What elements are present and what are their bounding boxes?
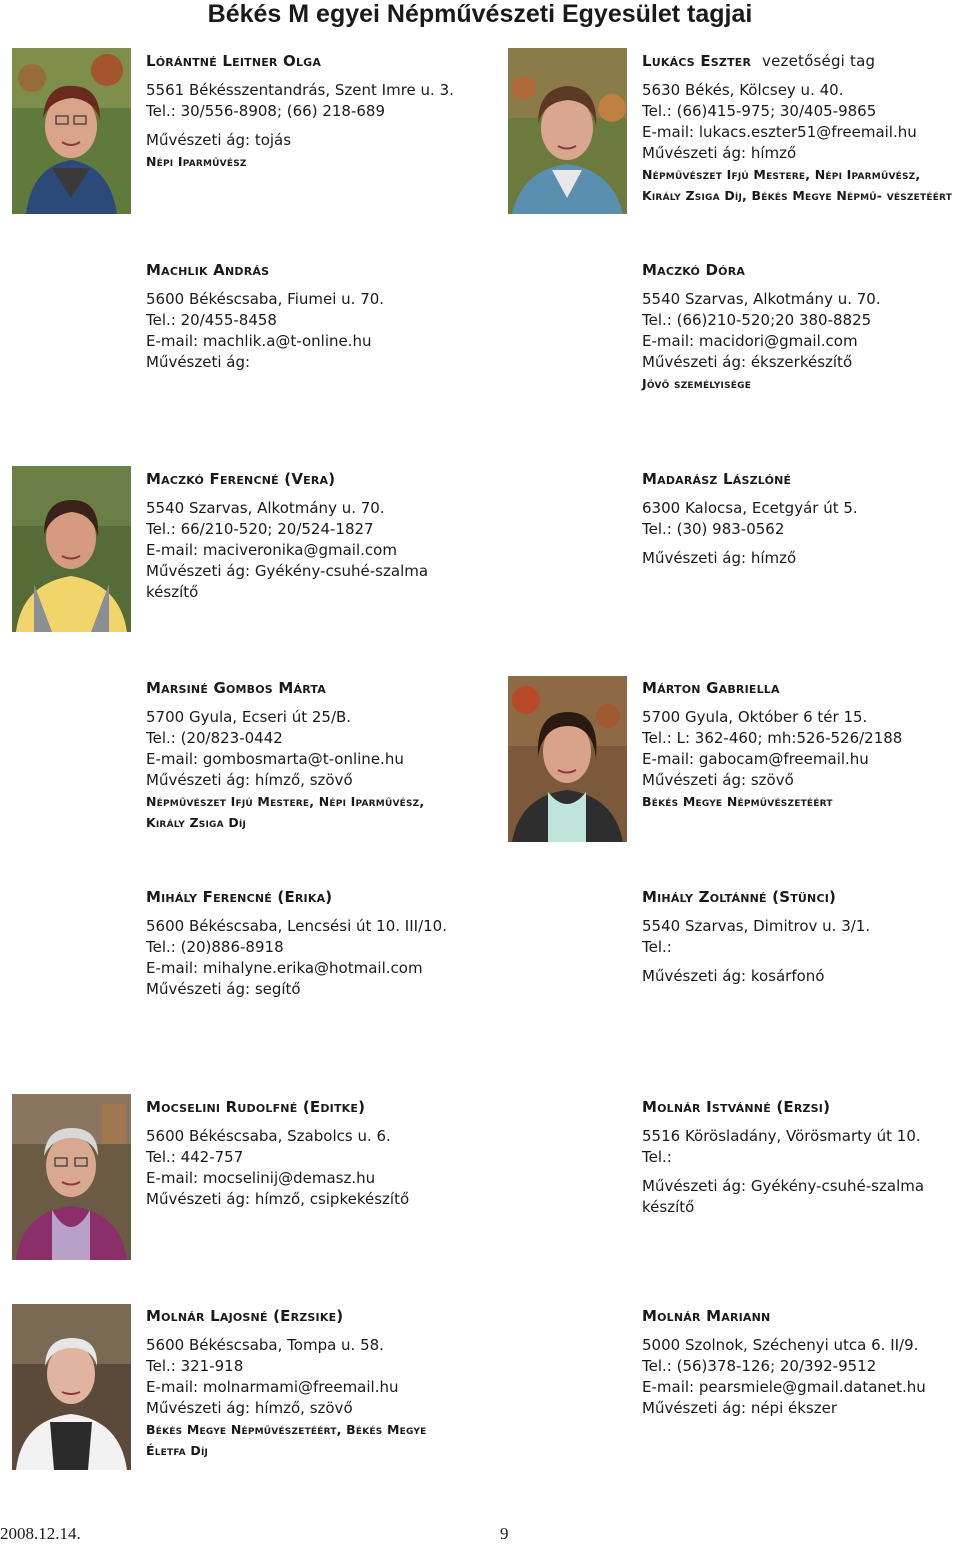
member-name: Márton Gabriella — [642, 679, 780, 697]
member-name: Mihály Zoltánné (Stünci) — [642, 888, 837, 906]
member-name: Mocselini Rudolfné (Editke) — [146, 1098, 366, 1116]
member-email[interactable]: E-mail: gabocam@freemail.hu — [642, 750, 869, 768]
member-address: 5600 Békéscsaba, Tompa u. 58. — [146, 1336, 384, 1354]
member-entry — [146, 1307, 466, 1461]
photo-marton — [508, 676, 627, 842]
member-phone: Tel.: (56)378-126; 20/392-9512 — [642, 1357, 877, 1375]
member-email[interactable]: E-mail: macidori@gmail.com — [642, 332, 858, 350]
member-entry — [642, 470, 960, 569]
member-email[interactable]: E-mail: pearsmiele@gmail.datanet.hu — [642, 1378, 926, 1396]
member-phone: Tel.: (66)210-520;20 380-8825 — [642, 311, 872, 329]
member-email[interactable]: E-mail: gombosmarta@t-online.hu — [146, 750, 404, 768]
member-address: 5600 Békéscsaba, Szabolcs u. 6. — [146, 1127, 391, 1145]
member-name-text: Lukács Eszter — [642, 52, 752, 70]
member-name: Machlik András — [146, 261, 270, 279]
member-address: 5700 Gyula, Október 6 tér 15. — [642, 708, 868, 726]
member-phone: Tel.: (20/823-0442 — [146, 729, 283, 747]
member-branch: Művészeti ág: segítő — [146, 980, 301, 998]
member-awards: Békés Megye Népművészetéért — [642, 794, 833, 809]
footer-page-number: 9 — [500, 1524, 509, 1543]
member-email[interactable]: E-mail: mocselinij@demasz.hu — [146, 1169, 376, 1187]
member-name: Madarász Lászlóné — [642, 470, 792, 488]
member-email[interactable]: E-mail: maciveronika@gmail.com — [146, 541, 397, 559]
photo-lukacs — [508, 48, 627, 214]
member-address: 5700 Gyula, Ecseri út 25/B. — [146, 708, 352, 726]
member-name: Mihály Ferencné (Erika) — [146, 888, 333, 906]
member-entry — [146, 470, 466, 603]
portrait-photo-icon — [12, 1094, 131, 1260]
member-role: vezetőségi tag — [762, 52, 876, 70]
member-phone: Tel.: 66/210-520; 20/524-1827 — [146, 520, 374, 538]
member-phone: Tel.: — [642, 1148, 672, 1166]
member-awards: Békés Megye Népművészetéért, Békés Megye Életfa Díj — [146, 1422, 427, 1458]
member-branch: Művészeti ág: kosárfonó — [642, 967, 825, 985]
member-branch: Művészeti ág: Gyékény-csuhé-szalma készítő — [146, 562, 429, 601]
member-address: 5561 Békésszentandrás, Szent Imre u. 3. — [146, 81, 454, 99]
member-branch: Művészeti ág: hímző, szövő — [146, 771, 353, 789]
member-address: 6300 Kalocsa, Ecetgyár út 5. — [642, 499, 858, 517]
member-branch: Művészeti ág: — [146, 353, 251, 371]
member-branch: Művészeti ág: hímző — [642, 549, 797, 567]
member-address: 5516 Körösladány, Vörösmarty út 10. — [642, 1127, 921, 1145]
member-address: 5540 Szarvas, Alkotmány u. 70. — [642, 290, 881, 308]
member-email[interactable]: E-mail: lukacs.eszter51@freemail.hu — [642, 123, 917, 141]
member-branch: Művészeti ág: tojás — [146, 131, 292, 149]
member-name — [642, 52, 958, 70]
member-address: 5540 Szarvas, Alkotmány u. 70. — [146, 499, 385, 517]
member-awards: Népművészet Ifjú Mestere, Népi Iparművész, Király Zsiga Díj — [146, 794, 425, 830]
photo-maczko-ferencne — [12, 466, 131, 632]
member-email[interactable]: E-mail: mihalyne.erika@hotmail.com — [146, 959, 423, 977]
portrait-photo-icon — [12, 48, 131, 214]
member-phone: Tel.: (30) 983-0562 — [642, 520, 785, 538]
member-email[interactable]: E-mail: machlik.a@t-online.hu — [146, 332, 372, 350]
member-address: 5600 Békéscsaba, Lencsési út 10. III/10. — [146, 917, 447, 935]
member-phone: Tel.: 442-757 — [146, 1148, 244, 1166]
member-awards: Népi Iparművész — [146, 154, 247, 169]
member-address: 5630 Békés, Kölcsey u. 40. — [642, 81, 844, 99]
member-name: Marsiné Gombos Márta — [146, 679, 326, 697]
member-name: Molnár Lajosné (Erzsike) — [146, 1307, 344, 1325]
member-entry — [146, 261, 466, 373]
member-entry — [642, 52, 958, 206]
member-awards: Jövő személyisége — [642, 376, 752, 391]
member-branch: Művészeti ág: hímző — [642, 144, 797, 162]
member-phone: Tel.: 321-918 — [146, 1357, 244, 1375]
member-phone: Tel.: (20)886-8918 — [146, 938, 284, 956]
member-address: 5600 Békéscsaba, Fiumei u. 70. — [146, 290, 385, 308]
member-name: Molnár Istvánné (Erzsi) — [642, 1098, 831, 1116]
member-name: Maczkó Ferencné (Vera) — [146, 470, 336, 488]
page-title: Békés M egyei Népművészeti Egyesület tagjai — [207, 0, 753, 28]
member-name: Molnár Mariann — [642, 1307, 771, 1325]
member-entry — [146, 888, 466, 1000]
member-phone: Tel.: 30/556-8908; (66) 218-689 — [146, 102, 386, 120]
member-entry — [642, 1098, 960, 1218]
member-entry — [642, 679, 960, 812]
member-entry — [146, 52, 466, 172]
member-entry — [146, 679, 466, 833]
member-phone: Tel.: — [642, 938, 672, 956]
footer-date: 2008.12.14. — [0, 1524, 81, 1543]
member-branch: Művészeti ág: Gyékény-csuhé-szalma készítő — [642, 1177, 925, 1216]
member-name: Maczkó Dóra — [642, 261, 746, 279]
member-branch: Művészeti ág: hímző, szövő — [146, 1399, 353, 1417]
member-entry — [642, 1307, 958, 1419]
member-branch: Művészeti ág: ékszerkészítő — [642, 353, 853, 371]
member-phone: Tel.: 20/455-8458 — [146, 311, 277, 329]
member-address: 5540 Szarvas, Dimitrov u. 3/1. — [642, 917, 871, 935]
portrait-photo-icon — [508, 48, 627, 214]
member-email[interactable]: E-mail: molnarmami@freemail.hu — [146, 1378, 399, 1396]
member-entry — [642, 261, 960, 394]
member-branch: Művészeti ág: hímző, csipkekészítő — [146, 1190, 410, 1208]
member-address: 5000 Szolnok, Széchenyi utca 6. II/9. — [642, 1336, 919, 1354]
portrait-photo-icon — [508, 676, 627, 842]
member-phone: Tel.: (66)415-975; 30/405-9865 — [642, 102, 877, 120]
member-awards: Népművészet Ifjú Mestere, Népi Iparművész, Király Zsiga Díj, Békés Megye Népmű- vészetéért — [642, 167, 953, 203]
portrait-photo-icon — [12, 1304, 131, 1470]
member-name: Lórántné Leitner Olga — [146, 52, 322, 70]
member-phone: Tel.: L: 362-460; mh:526-526/2188 — [642, 729, 903, 747]
portrait-photo-icon — [12, 466, 131, 632]
photo-lorantne — [12, 48, 131, 214]
member-entry — [146, 1098, 466, 1210]
photo-molnar-lajosne — [12, 1304, 131, 1470]
member-entry — [642, 888, 960, 987]
photo-mocselini — [12, 1094, 131, 1260]
member-branch: Művészeti ág: szövő — [642, 771, 794, 789]
member-branch: Művészeti ág: népi ékszer — [642, 1399, 838, 1417]
